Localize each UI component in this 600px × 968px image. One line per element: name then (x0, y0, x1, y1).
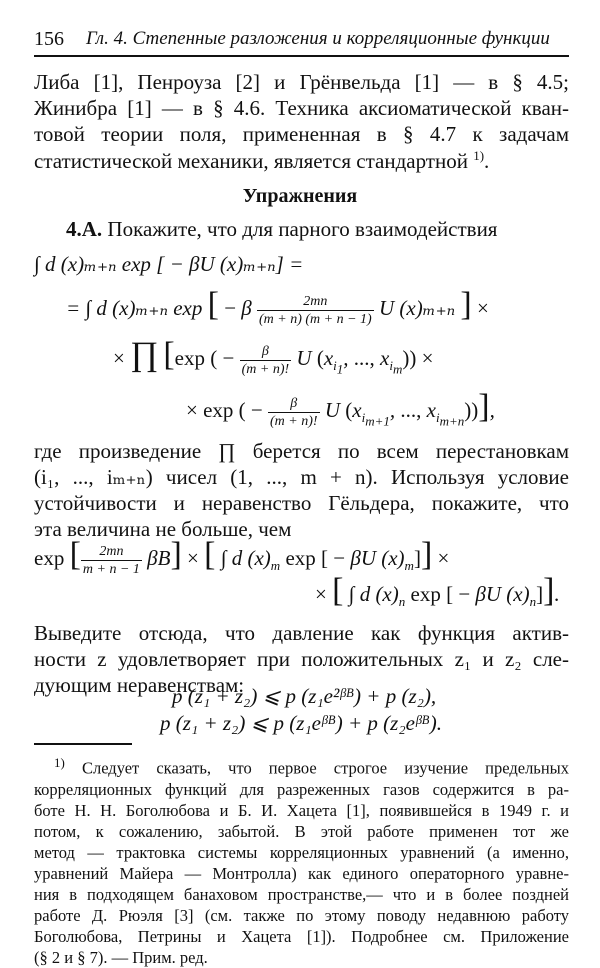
footnote-marker: 1) (473, 148, 485, 163)
header-rule (34, 55, 569, 57)
formula-5: exp [ $\frac{2mn}{m + n - 1}$ βB] × [ ∫ d $(x)_m$ exp [ − βU $(x)_m$]] × (34, 536, 450, 577)
formula-5-fraction (81, 543, 142, 578)
body-line-2: Жинибра [1] — в § 4.6. Техника аксиоматической кван- (34, 96, 569, 120)
after-formula-line-3: устойчивости и неравенство Гёльдера, покажите, что (34, 491, 569, 515)
conclusion-line-2: ности z удовлетворяет при положительных z₁ и z₂ сле- (34, 647, 569, 671)
footnote-line-6: уравнений Майера — Монтролла) как единого операторного уравне- (34, 863, 569, 883)
footnote-line-2: корреляционных функций для разреженных газов содержится в ра- (34, 779, 569, 799)
footnote-line-10: (§ 2 и § 7). — Прим. ред. (34, 947, 208, 967)
exercise-intro: Покажите, что для парного взаимодействия (107, 217, 498, 241)
conclusion-line-1: Выведите отсюда, что давление как функция актив- (34, 621, 569, 645)
formula-3: × ∏ [exp ( − $\frac{\beta}{(m + n)!}$ U ($x_{i_1}$, ..., $x_{i_m}$)) × (113, 336, 434, 377)
after-formula-line-1: где произведение ∏ берется по всем перестановкам (34, 439, 569, 463)
footnote-line-8: работе Д. Рюэля [3] (см. также по этому поводу недавнюю работу (34, 905, 569, 925)
section-heading: Упражнения (242, 185, 358, 207)
footnote-line-4: потом, к сожалению, забытой. В этой работе применен тот же (34, 821, 569, 841)
inequality-2: p (z₁ + z₂) ⩽ p (z₁eᵝᴮ) + p (z₂eᵝᴮ). (160, 711, 442, 735)
footnote-line-1 (34, 752, 569, 779)
footnote-line-3: боте Н. Н. Боголюбова и Б. И. Хацета [1], появившейся в 1949 г. и (34, 800, 569, 820)
conclusion-line-3: дующим неравенствам: (34, 673, 245, 697)
body-line-1: Либа [1], Пенроуза [2] и Грёнвельда [1] — в § 4.5; (34, 70, 569, 94)
formula-2-fraction (257, 293, 374, 328)
formula-2-open-bracket: [ (207, 286, 219, 323)
footnote (34, 752, 569, 968)
formula-3-denominator: (m + n)! (241, 361, 290, 377)
formula-4-numerator: β (268, 395, 320, 413)
footnote-line-9: Боголюбова, Петрины и Хацета [1]). Подробнее см. Приложение (34, 926, 569, 946)
running-title: Гл. 4. Степенные разложения и корреляционные функции (86, 28, 550, 49)
page-number: 156 (34, 28, 64, 50)
formula-5-denominator: m + n − 1 (82, 561, 140, 577)
exercise-label: 4.A. (66, 217, 103, 241)
formula-2: = ∫ d (x)ₘ₊ₙ exp [ − β $\frac{2mn}{(m + n) (m + n - 1)}$ U (x)ₘ₊ₙ ] × (66, 286, 489, 327)
formula-4-denominator: (m + n)! (270, 413, 318, 429)
formula-5-numerator: 2mn (81, 543, 142, 561)
footnote-line-1-text: Следует сказать, что первое строгое изучение предельных (81, 758, 570, 778)
exercise-intro-line (66, 217, 497, 242)
formula-1: ∫ d (x)ₘ₊ₙ exp [ − βU (x)ₘ₊ₙ] = (34, 252, 304, 276)
formula-2-numerator: 2mn (257, 293, 374, 311)
footnote-marker-bottom: 1) (54, 755, 65, 770)
formula-2-lhs: = ∫ d (x)ₘ₊ₙ exp (66, 296, 203, 320)
formula-2-rhs: U (x)ₘ₊ₙ (378, 296, 456, 320)
footnote-rule (34, 743, 132, 745)
after-formula-line-2: (i₁, ..., iₘ₊ₙ) чисел (1, ..., m + n). Используя условие (34, 465, 569, 489)
formula-2-close-bracket: ] (460, 286, 472, 323)
body-line-3: товой теории поля, примененная в § 4.7 к задачам (34, 122, 569, 146)
footnote-line-7: ния в подходящем банаховом пространстве,— что и в более поздней (34, 884, 569, 904)
formula-4-fraction (268, 395, 320, 430)
formula-2-denominator: (m + n) (m + n − 1) (259, 311, 372, 327)
formula-3-numerator: β (240, 343, 292, 361)
product-symbol-icon: ∏ (130, 336, 159, 373)
body-line-4-text: статистической механики, является стандартной (34, 149, 468, 173)
inequality-1: p (z₁ + z₂) ⩽ p (z₁e²ᵝᴮ) + p (z₂), (172, 684, 437, 708)
formula-6: × [ ∫ d $(x)_n$ exp [ − βU $(x)_n$]]. (315, 572, 560, 610)
formula-3-fraction (240, 343, 292, 378)
formula-4: × exp ( − $\frac{\beta}{(m + n)!}$ U ($x_{i_{m+1}}$, ..., $x_{i_{m+n}}$))], (186, 388, 495, 429)
after-formula-line-4: эта величина не больше, чем (34, 517, 292, 541)
body-line-4: статистической механики, является стандартной $^{1)}$. (34, 148, 490, 173)
footnote-line-5: метод — трактовка системы корреляционных уравнений (а именно, (34, 842, 569, 862)
